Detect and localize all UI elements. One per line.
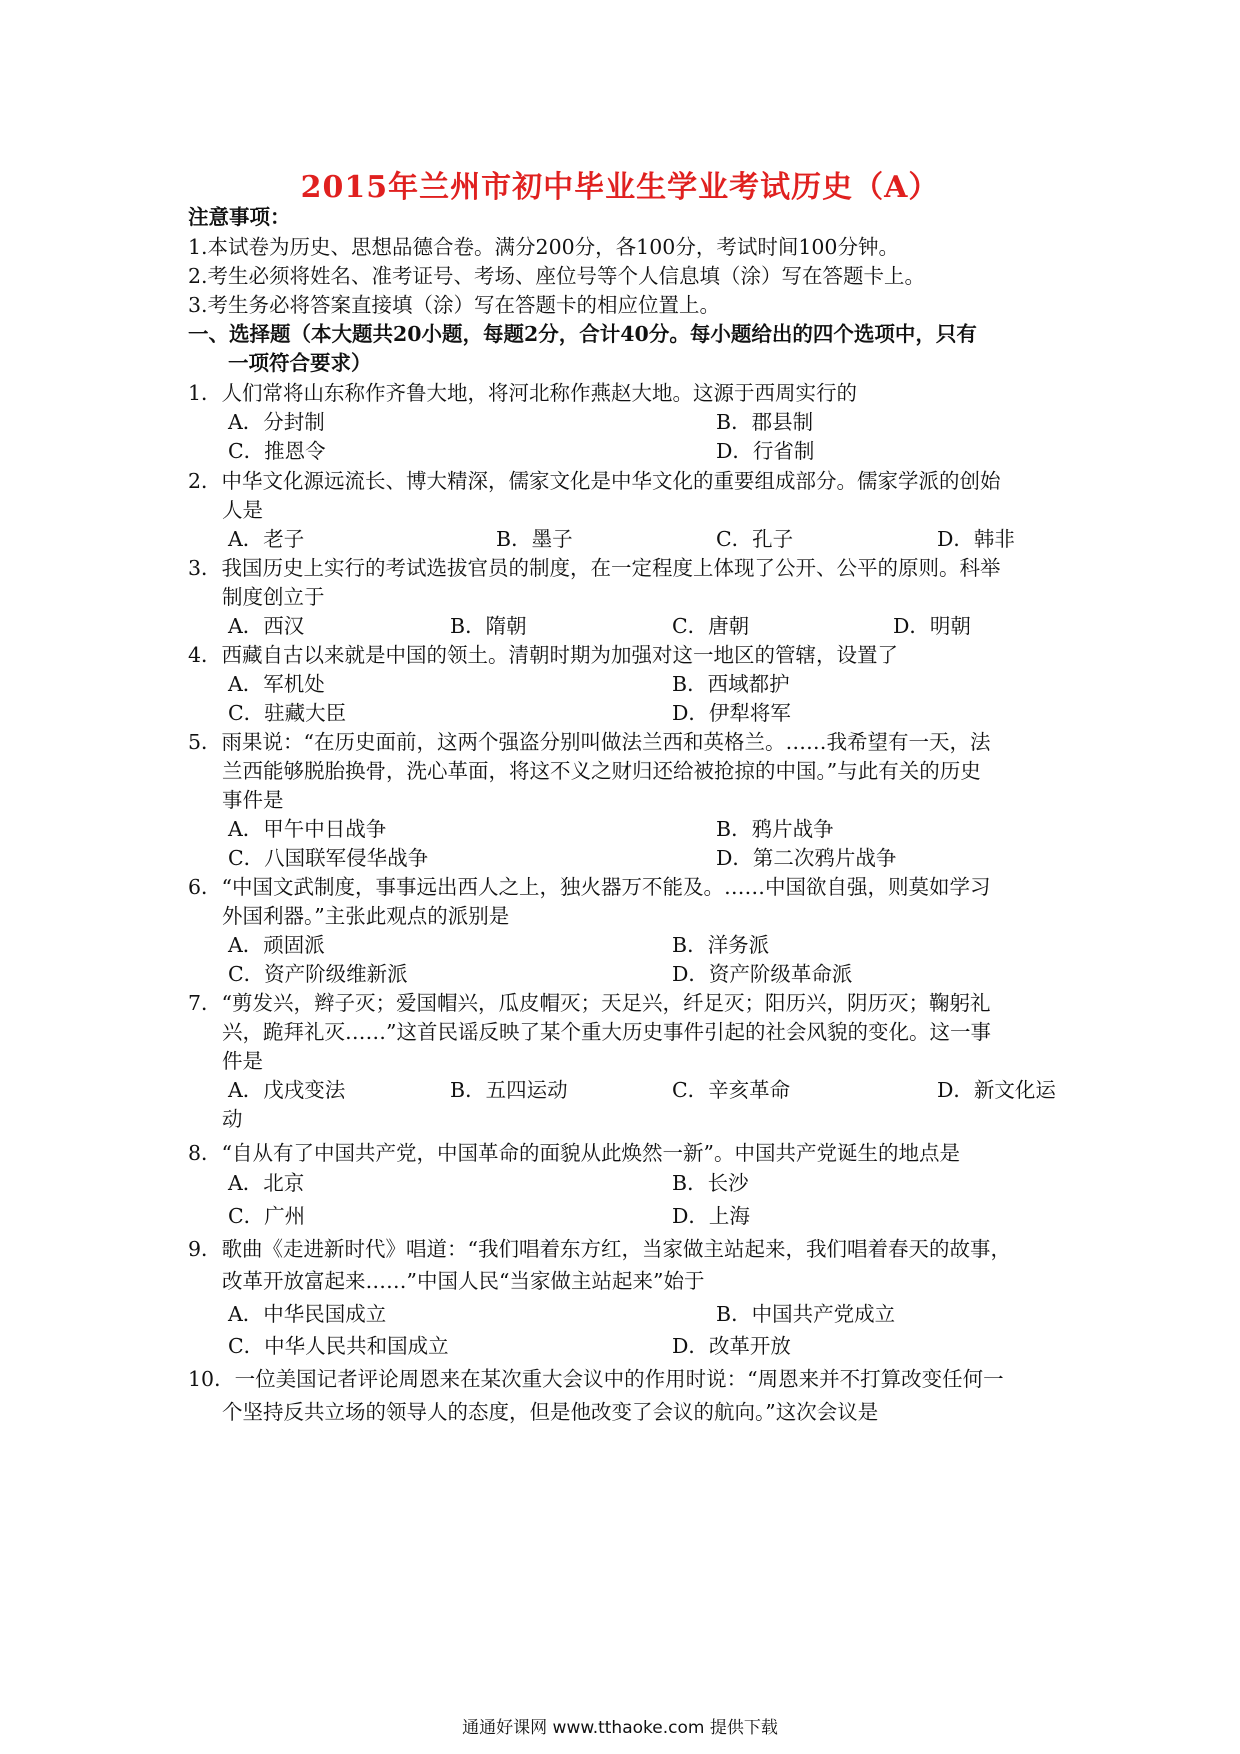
question-8-option-b: B．长沙 [672, 1171, 749, 1195]
question-2-option-c: C．孔子 [716, 527, 794, 551]
question-7-option-d: D．新文化运 [937, 1078, 1056, 1102]
question-7-option-d-cont: 动 [222, 1107, 243, 1131]
question-5-option-a: A．甲午中日战争 [228, 817, 387, 841]
question-2-option-b: B．墨子 [496, 527, 573, 551]
question-6-stem: 6．“中国文武制度，事事远出西人之上，独火器万不能及。……中国欲自强，则莫如学习 [188, 875, 991, 899]
question-4-option-a: A．军机处 [228, 672, 325, 696]
question-7-stem-cont: 兴，跪拜礼灭……”这首民谣反映了某个重大历史事件引起的社会风貌的变化。这一事 [222, 1020, 991, 1044]
question-5-option-c: C．八国联军侵华战争 [228, 846, 429, 870]
footer-credit: 通通好课网 www.tthaoke.com 提供下载 [462, 1718, 778, 1738]
question-4-option-c: C．驻藏大臣 [228, 701, 347, 725]
question-1-option-c: C．推恩令 [228, 439, 326, 463]
question-6-option-b: B．洋务派 [672, 933, 770, 957]
question-1-option-d: D．行省制 [716, 439, 815, 463]
question-9-option-a: A．中华民国成立 [228, 1302, 387, 1326]
question-10-stem: 10．一位美国记者评论周恩来在某次重大会议中的作用时说：“周恩来并不打算改变任何一 [188, 1367, 1004, 1391]
question-2-stem: 2．中华文化源远流长、博大精深，儒家文化是中华文化的重要组成部分。儒家学派的创始 [188, 469, 1001, 493]
question-2-option-a: A．老子 [228, 527, 305, 551]
question-8-stem: 8．“自从有了中国共产党，中国革命的面貌从此焕然一新”。中国共产党诞生的地点是 [188, 1141, 961, 1165]
question-9-option-d: D．改革开放 [672, 1334, 791, 1358]
question-3-option-c: C．唐朝 [672, 614, 750, 638]
question-7-option-a: A．戊戌变法 [228, 1078, 346, 1102]
question-2-option-d: D．韩非 [937, 527, 1015, 551]
question-3-stem: 3．我国历史上实行的考试选拔官员的制度，在一定程度上体现了公开、公平的原则。科举 [188, 556, 1001, 580]
section-heading-cont: 一项符合要求） [228, 351, 372, 375]
question-5-option-b: B．鸦片战争 [716, 817, 834, 841]
question-6-option-c: C．资产阶级维新派 [228, 962, 408, 986]
notice-item: 3.考生务必将答案直接填（涂）写在答题卡的相应位置上。 [188, 293, 721, 317]
question-2-stem-cont: 人是 [222, 498, 263, 522]
question-9-stem-cont: 改革开放富起来……”中国人民“当家做主站起来”始于 [222, 1269, 705, 1293]
notice-item: 2.考生必须将姓名、准考证号、考场、座位号等个人信息填（涂）写在答题卡上。 [188, 264, 926, 288]
question-9-option-c: C．中华人民共和国成立 [228, 1334, 449, 1358]
question-7-option-c: C．辛亥革命 [672, 1078, 791, 1102]
question-7-stem-cont: 件是 [222, 1049, 263, 1073]
question-6-option-a: A．顽固派 [228, 933, 325, 957]
question-8-option-d: D．上海 [672, 1204, 750, 1228]
question-3-stem-cont: 制度创立于 [222, 585, 325, 609]
notice-item: 1.本试卷为历史、思想品德合卷。满分200分，各100分，考试时间100分钟。 [188, 235, 899, 259]
question-9-stem: 9．歌曲《走进新时代》唱道：“我们唱着东方红，当家做主站起来，我们唱着春天的故事， [188, 1237, 1012, 1261]
question-8-option-a: A．北京 [228, 1171, 305, 1195]
question-3-option-d: D．明朝 [893, 614, 971, 638]
question-7-option-b: B．五四运动 [450, 1078, 568, 1102]
question-5-stem: 5．雨果说：“在历史面前，这两个强盗分别叫做法兰西和英格兰。……我希望有一天，法 [188, 730, 991, 754]
question-6-stem-cont: 外国利器。”主张此观点的派别是 [222, 904, 510, 928]
section-heading: 一、选择题（本大题共20小题，每题2分，合计40分。每小题给出的四个选项中，只有 [188, 322, 977, 346]
question-9-option-b: B．中国共产党成立 [716, 1302, 896, 1326]
question-5-option-d: D．第二次鸦片战争 [716, 846, 897, 870]
question-1-option-b: B．郡县制 [716, 410, 814, 434]
notice-heading: 注意事项： [188, 205, 291, 229]
question-4-stem: 4．西藏自古以来就是中国的领土。清朝时期为加强对这一地区的管辖，设置了 [188, 643, 899, 667]
question-10-stem-cont: 个坚持反共立场的领导人的态度，但是他改变了会议的航向。”这次会议是 [222, 1400, 879, 1424]
question-5-stem-cont: 事件是 [222, 788, 284, 812]
question-7-stem: 7．“剪发兴，辫子灭；爱国帽兴，瓜皮帽灭；天足兴，纤足灭；阳历兴，阴历灭；鞠躬礼 [188, 991, 991, 1015]
question-1-option-a: A．分封制 [228, 410, 325, 434]
question-4-option-d: D．伊犁将军 [672, 701, 791, 725]
question-1-stem: 1．人们常将山东称作齐鲁大地，将河北称作燕赵大地。这源于西周实行的 [188, 381, 858, 405]
question-3-option-b: B．隋朝 [450, 614, 527, 638]
question-6-option-d: D．资产阶级革命派 [672, 962, 853, 986]
question-3-option-a: A．西汉 [228, 614, 305, 638]
question-5-stem-cont: 兰西能够脱胎换骨，洗心革面，将这不义之财归还给被抢掠的中国。”与此有关的历史 [222, 759, 981, 783]
question-4-option-b: B．西域都护 [672, 672, 790, 696]
page-title: 2015年兰州市初中毕业生学业考试历史（A） [300, 170, 940, 205]
question-8-option-c: C．广州 [228, 1204, 306, 1228]
